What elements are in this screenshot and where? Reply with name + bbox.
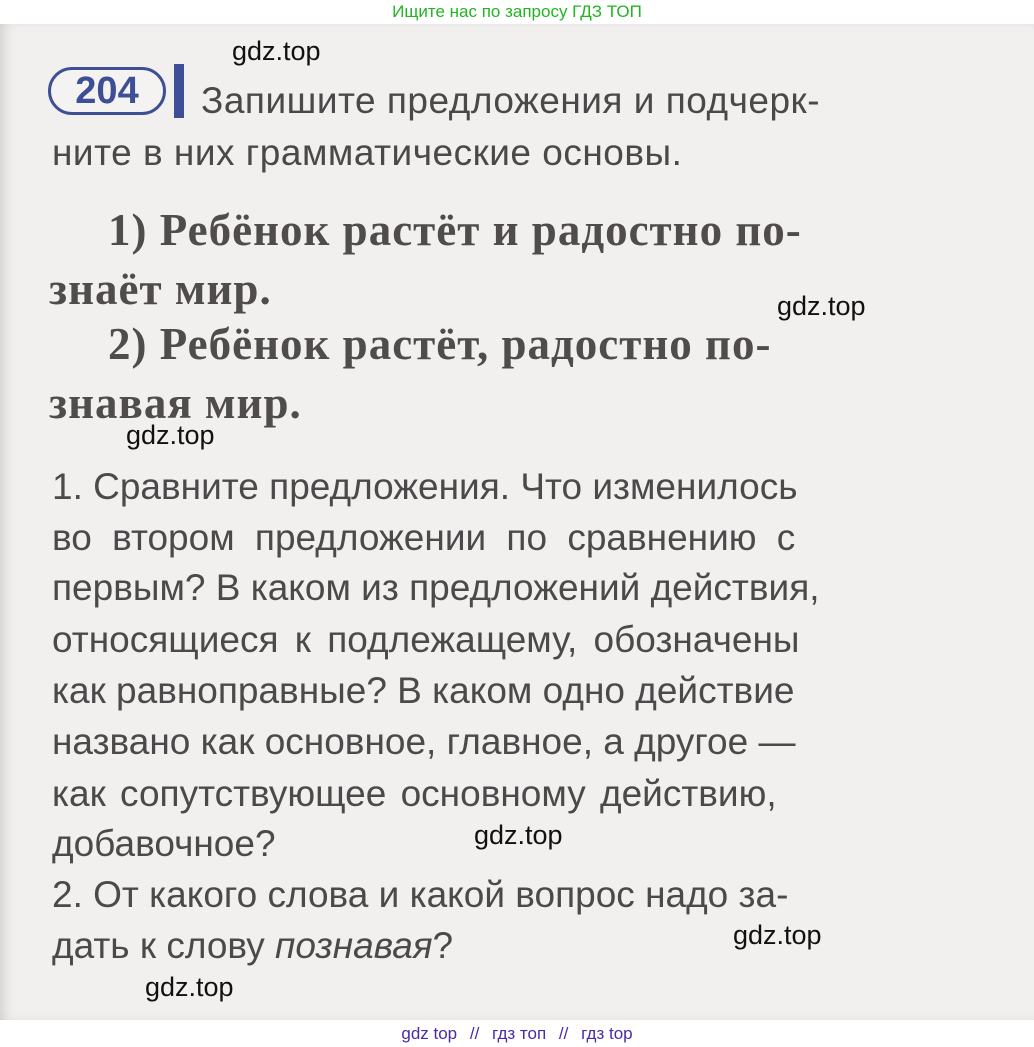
question-1-line-6: названо как основное, главное, а другое — (52, 721, 796, 762)
question-1-line-8: добавочное? (52, 823, 276, 864)
sentence-2-line-1: 2) Ребёнок растёт, радостно по- (108, 319, 772, 369)
question-1-line-3: первым? В каком из предложений действия, (52, 567, 820, 608)
footer-links (0, 1020, 1034, 1047)
watermark: gdz.top (733, 920, 822, 950)
exercise-number-badge: 204 (48, 67, 166, 115)
instruction-line-2: ните в них грамматические основы. (52, 132, 683, 173)
watermark: gdz.top (474, 820, 563, 850)
footer-separator: // (558, 1024, 569, 1043)
question-1-line-5: как равноправные? В каком одно действие (52, 670, 795, 711)
exercise-number-bar (174, 64, 184, 118)
footer-separator: // (469, 1024, 480, 1043)
watermark: gdz.top (232, 36, 321, 66)
question-2-line-2 (52, 925, 453, 967)
footer-link-gdz-top-ru[interactable]: гдз топ (492, 1024, 547, 1043)
sentence-2-line-2: знавая мир. (49, 378, 302, 428)
question-2-line-1: 2. От какого слова и какой вопрос надо за- (52, 874, 789, 915)
question-1-line-7: как сопутствующее основному действию, (52, 773, 777, 814)
top-banner[interactable]: Ищите нас по запросу ГДЗ ТОП (392, 2, 642, 21)
question-2-italic-word: познавая (275, 925, 433, 966)
question-2-prefix: дать к слову (52, 925, 276, 966)
instruction-line-1: Запишите предложения и подчерк- (201, 80, 821, 121)
watermark: gdz.top (126, 420, 215, 450)
watermark: gdz.top (777, 291, 866, 321)
sentence-1-line-2: знаёт мир. (49, 264, 272, 314)
question-1-line-2: во втором предложении по сравнению с (52, 517, 796, 558)
question-1-line-4: относящиеся к подлежащему, обозначены (52, 619, 800, 660)
watermark: gdz.top (145, 972, 234, 1002)
footer-link-gdz-top-mixed[interactable]: гдз top (581, 1024, 633, 1043)
footer-link-gdz-top[interactable]: gdz top (401, 1024, 458, 1043)
question-2-suffix: ? (432, 925, 454, 966)
question-1-line-1: 1. Сравните предложения. Что изменилось (52, 466, 798, 507)
sentence-1-line-1: 1) Ребёнок растёт и радостно по- (108, 205, 802, 255)
